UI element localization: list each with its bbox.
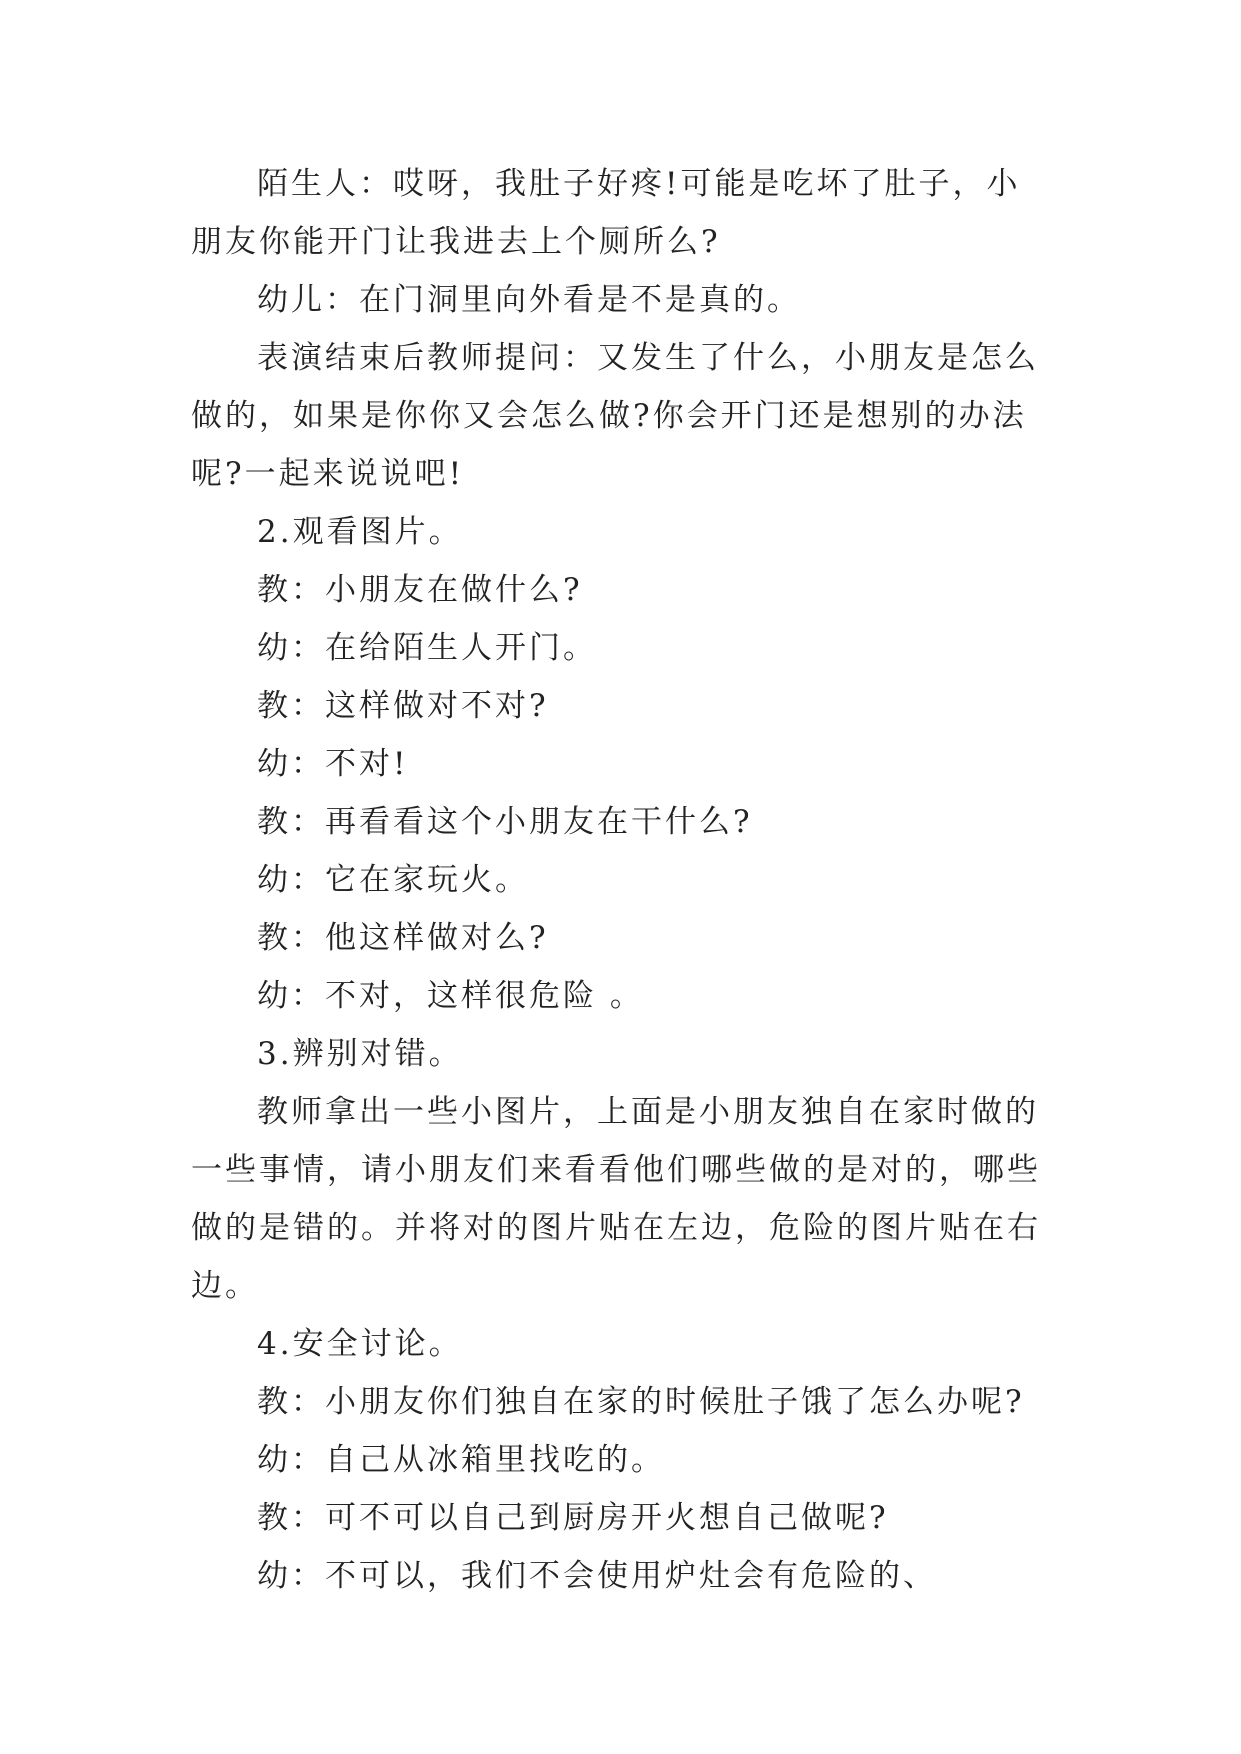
dialogue-line: 幼：自己从冰箱里找吃的。 — [257, 1442, 665, 1478]
section-heading: 4.安全讨论。 — [257, 1326, 463, 1362]
dialogue-line: 幼：它在家玩火。 — [257, 862, 529, 898]
paragraph: 表演结束后教师提问：又发生了什么，小朋友是怎么做的，如果是你你又会怎么做?你会开门还是想别的办法呢?一起来说说吧! — [191, 340, 1039, 492]
dialogue-line: 教：小朋友你们独自在家的时候肚子饿了怎么办呢? — [257, 1384, 1025, 1420]
paragraph: 陌生人：哎呀，我肚子好疼!可能是吃坏了肚子，小朋友你能开门让我进去上个厕所么? — [191, 166, 1021, 260]
dialogue-line: 幼：不对，这样很危险 。 — [257, 978, 644, 1014]
dialogue-line: 教：他这样做对么? — [257, 920, 549, 956]
paragraph: 教师拿出一些小图片，上面是小朋友独自在家时做的一些事情，请小朋友们来看看他们哪些做的是对的，哪些做的是错的。并将对的图片贴在左边，危险的图片贴在右边。 — [191, 1094, 1041, 1304]
section-heading: 2.观看图片。 — [257, 514, 463, 550]
paragraph: 幼儿：在门洞里向外看是不是真的。 — [257, 282, 801, 318]
dialogue-line: 幼：不对! — [257, 746, 409, 782]
section-heading: 3.辨别对错。 — [257, 1036, 463, 1072]
dialogue-line: 教：这样做对不对? — [257, 688, 549, 724]
dialogue-line: 幼：在给陌生人开门。 — [257, 630, 597, 666]
dialogue-line: 教：可不可以自己到厨房开火想自己做呢? — [257, 1500, 889, 1536]
dialogue-line: 教：再看看这个小朋友在干什么? — [257, 804, 753, 840]
document-body — [191, 155, 1053, 1605]
dialogue-line: 教：小朋友在做什么? — [257, 572, 583, 608]
dialogue-line: 幼：不可以，我们不会使用炉灶会有危险的、 — [257, 1558, 937, 1594]
